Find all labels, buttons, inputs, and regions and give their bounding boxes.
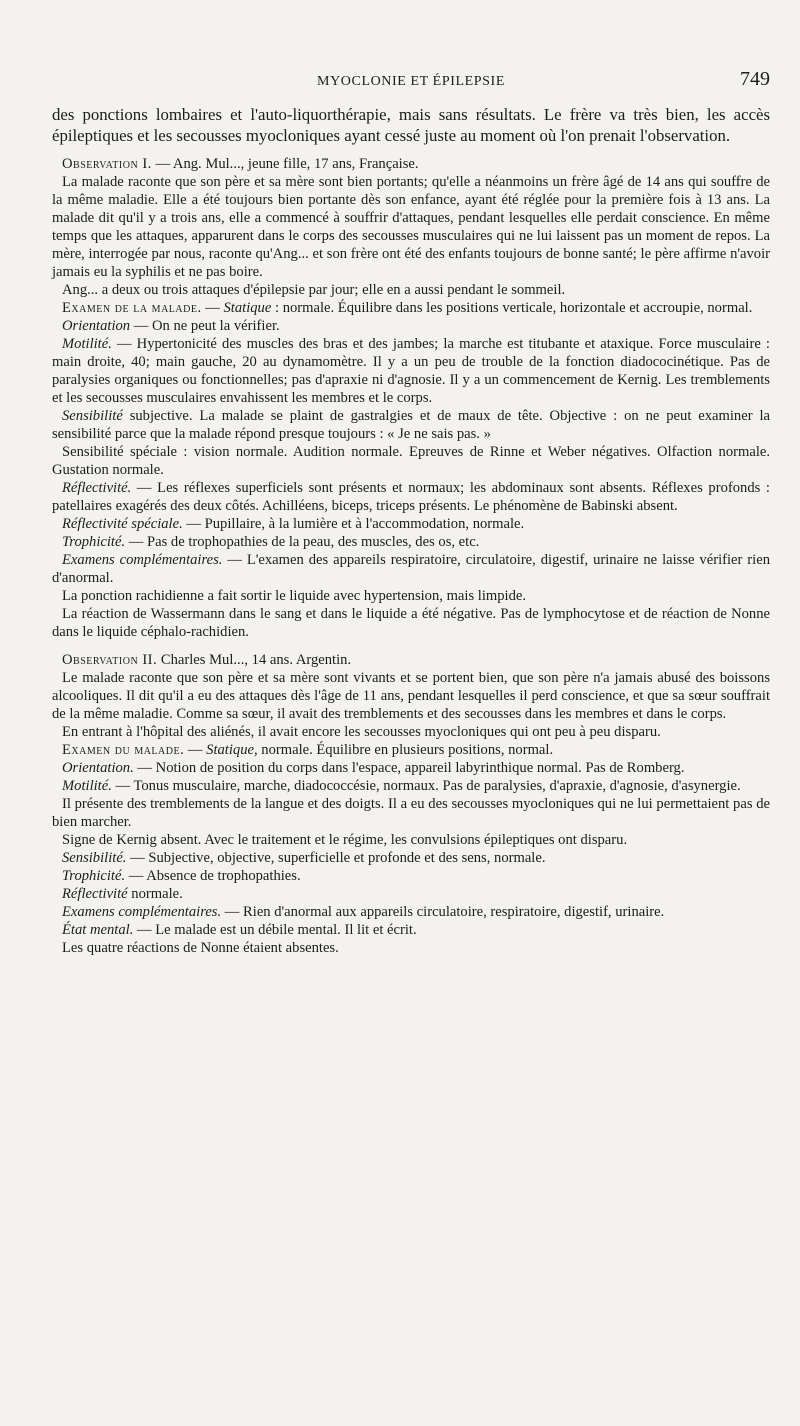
- observation-1: [52, 155, 770, 641]
- observation-2-label: Observation II.: [62, 652, 158, 668]
- obs1-refl-speciale-label: Réflectivité spéciale.: [62, 516, 183, 532]
- obs2-reflectivite-label: Réflectivité: [62, 886, 128, 902]
- obs1-reflectivite-speciale: [52, 515, 770, 533]
- obs2-etat-text: — Le malade est un débile mental. Il lit et écrit.: [133, 922, 417, 938]
- observation-1-label: Observation I.: [62, 156, 152, 172]
- obs2-orientation: [52, 759, 770, 777]
- obs1-motilite-text: — Hypertonicité des muscles des bras et des jambes; la marche est titubante et ataxique. Force musculaire : main droite, 40; main gauche, 20 au dynamomètre. Il y a un peu de trouble de la fonction diadococinétique. Pas de paralysies organiques ou fonctionnelles; pas d'apraxie ni d'agnosie. Il y a un commencement de Kernig. Les tremblements et les secousses musculaires envahissent les membres et le corps.: [52, 336, 770, 406]
- obs1-exam-dash: —: [201, 300, 224, 316]
- obs1-exam-label: Examen de la malade.: [62, 300, 202, 316]
- obs2-orientation-label: Orientation.: [62, 760, 134, 776]
- obs2-motilite-text: — Tonus musculaire, marche, diadococcésie, normaux. Pas de paralysies, d'apraxie, d'agnosie, d'asynergie.: [111, 778, 741, 794]
- obs1-sensibilite-text: subjective. La malade se plaint de gastralgies et de maux de tête. Objective : on ne peut examiner la sensibilité parce que la malade répond presque toujours : « Je ne sais pas. »: [52, 408, 770, 442]
- obs1-refl-speciale-text: — Pupillaire, à la lumière et à l'accommodation, normale.: [182, 516, 525, 532]
- obs1-orientation: [52, 317, 770, 335]
- observation-2-heading: [52, 651, 770, 669]
- obs2-etat-mental: [52, 921, 770, 939]
- obs2-reflectivite-text: normale.: [127, 886, 183, 902]
- running-title: MYOCLONIE ET ÉPILEPSIE: [317, 74, 505, 89]
- obs2-examens-text: — Rien d'anormal aux appareils circulatoire, respiratoire, digestif, urinaire.: [221, 904, 665, 920]
- obs1-attacks: Ang... a deux ou trois attaques d'épilepsie par jour; elle en a aussi pendant le sommeil.: [62, 282, 566, 298]
- obs2-sensibilite: [52, 849, 770, 867]
- obs1-wassermann: La réaction de Wassermann dans le sang et dans le liquide a été négative. Pas de lymphocytose et de réaction de Nonne dans le liquide céphalo-rachidien.: [52, 606, 770, 640]
- obs1-history: La malade raconte que son père et sa mère sont bien portants; qu'elle a néanmoins un frère âgé de 14 ans qui souffre de la même maladie. Elle a été toujours bien portante dès son enfance, ayant été réglée pour la première fois à 13 ans. La malade dit qu'il y a trois ans, elle a commencé à souffrir d'attaques, pendant lesquelles elle perdait conscience. En même temps que les attaques, apparurent dans le corps des secousses musculaires qui ne lui laissent pas un moment de repos. La mère, interrogée par nous, raconte qu'Ang... et son frère ont été des enfants toujours de bonne santé; le père affirme n'avoir jamais eu la syphilis et ne pas boire.: [52, 174, 770, 280]
- obs2-nonne: Les quatre réactions de Nonne étaient absentes.: [62, 940, 339, 956]
- obs2-history: Le malade raconte que son père et sa mère sont vivants et se portent bien, que son père n'a jamais abusé des boissons alcooliques. Il dit qu'il a eu des attaques dès l'âge de 11 ans, pendant lesquelles il perd conscience, et que sa sœur souffrait de la même maladie. Comme sa sœur, il avait des tremblements et des secousses dans les membres et dans le corps.: [52, 670, 770, 722]
- obs1-trophicite-text: — Pas de trophopathies de la peau, des muscles, des os, etc.: [125, 534, 480, 550]
- obs2-exam-dash: —: [184, 742, 207, 758]
- obs2-examens-label: Examens complémentaires.: [62, 904, 222, 920]
- obs1-motilite-label: Motilité.: [62, 336, 112, 352]
- obs1-examens-text: — L'examen des appareils respiratoire, circulatoire, digestif, urinaire ne laisse vérifier rien d'anormal.: [52, 552, 770, 586]
- obs2-statique-text: , normale. Équilibre en plusieurs positions, normal.: [253, 742, 554, 758]
- obs2-kernig: Signe de Kernig absent. Avec le traitement et le régime, les convulsions épileptiques ont disparu.: [62, 832, 628, 848]
- obs2-etat-label: État mental.: [62, 922, 134, 938]
- obs1-statique-text: : normale. Équilibre dans les positions verticale, horizontale et accroupie, normal.: [271, 300, 753, 316]
- obs1-reflectivite-label: Réflectivité.: [62, 480, 132, 496]
- obs2-exam: [52, 741, 770, 759]
- obs2-hospital: En entrant à l'hôpital des aliénés, il avait encore les secousses myocloniques qui ont peu à peu disparu.: [62, 724, 661, 740]
- obs2-motilite: [52, 777, 770, 795]
- obs1-orientation-text: — On ne peut la vérifier.: [130, 318, 280, 334]
- obs1-examens: [52, 551, 770, 587]
- page-number: 749: [740, 68, 770, 90]
- intro-paragraph: des ponctions lombaires et l'auto-liquorthérapie, mais sans résultats. Le frère va très bien, les accès épileptiques et les secousses myocloniques ayant cessé juste au moment où l'on prenait l'observation.: [52, 105, 770, 145]
- obs2-orientation-text: — Notion de position du corps dans l'espace, appareil labyrinthique normal. Pas de Romberg.: [133, 760, 685, 776]
- obs1-trophicite-label: Trophicité.: [62, 534, 126, 550]
- obs2-reflectivite: [52, 885, 770, 903]
- observation-2: [52, 651, 770, 957]
- obs1-trophicite: [52, 533, 770, 551]
- observation-2-subject: Charles Mul..., 14 ans. Argentin.: [157, 652, 352, 668]
- obs2-trophicite: [52, 867, 770, 885]
- obs2-statique-label: Statique: [206, 742, 254, 758]
- obs1-sensibilite-speciale: Sensibilité spéciale : vision normale. Audition normale. Epreuves de Rinne et Weber négatives. Olfaction normale. Gustation normale.: [52, 444, 770, 478]
- obs2-trophicite-label: Trophicité.: [62, 868, 126, 884]
- obs2-examens: [52, 903, 770, 921]
- obs2-sensibilite-text: — Subjective, objective, superficielle et profonde et des sens, normale.: [126, 850, 546, 866]
- page: [52, 62, 770, 957]
- obs1-ponction: La ponction rachidienne a fait sortir le liquide avec hypertension, mais limpide.: [62, 588, 527, 604]
- obs2-exam-label: Examen du malade.: [62, 742, 185, 758]
- page-header: [52, 62, 770, 102]
- obs1-sensibilite: [52, 407, 770, 443]
- observation-1-subject: — Ang. Mul..., jeune fille, 17 ans, Française.: [151, 156, 419, 172]
- obs1-sensibilite-label: Sensibilité: [62, 408, 123, 424]
- obs1-orientation-label: Orientation: [62, 318, 131, 334]
- obs2-sensibilite-label: Sensibilité.: [62, 850, 127, 866]
- obs1-examens-label: Examens complémentaires.: [62, 552, 223, 568]
- obs2-motilite-label: Motilité.: [62, 778, 112, 794]
- obs2-tremblements: Il présente des tremblements de la langue et des doigts. Il a eu des secousses myocloniques qui ne lui permettaient pas de bien marcher.: [52, 796, 770, 830]
- obs1-reflectivite-text: — Les réflexes superficiels sont présents et normaux; les abdominaux sont absents. Réflexes profonds : patellaires exagérés des deux côtés. Achilléens, biceps, triceps présents. Le phénomène de Babinski absent.: [52, 480, 770, 514]
- obs1-reflectivite: [52, 479, 770, 515]
- obs1-statique-label: Statique: [223, 300, 272, 316]
- obs1-exam: [52, 299, 770, 317]
- obs2-trophicite-text: — Absence de trophopathies.: [125, 868, 301, 884]
- observation-1-heading: [52, 155, 770, 173]
- obs1-motilite: [52, 335, 770, 407]
